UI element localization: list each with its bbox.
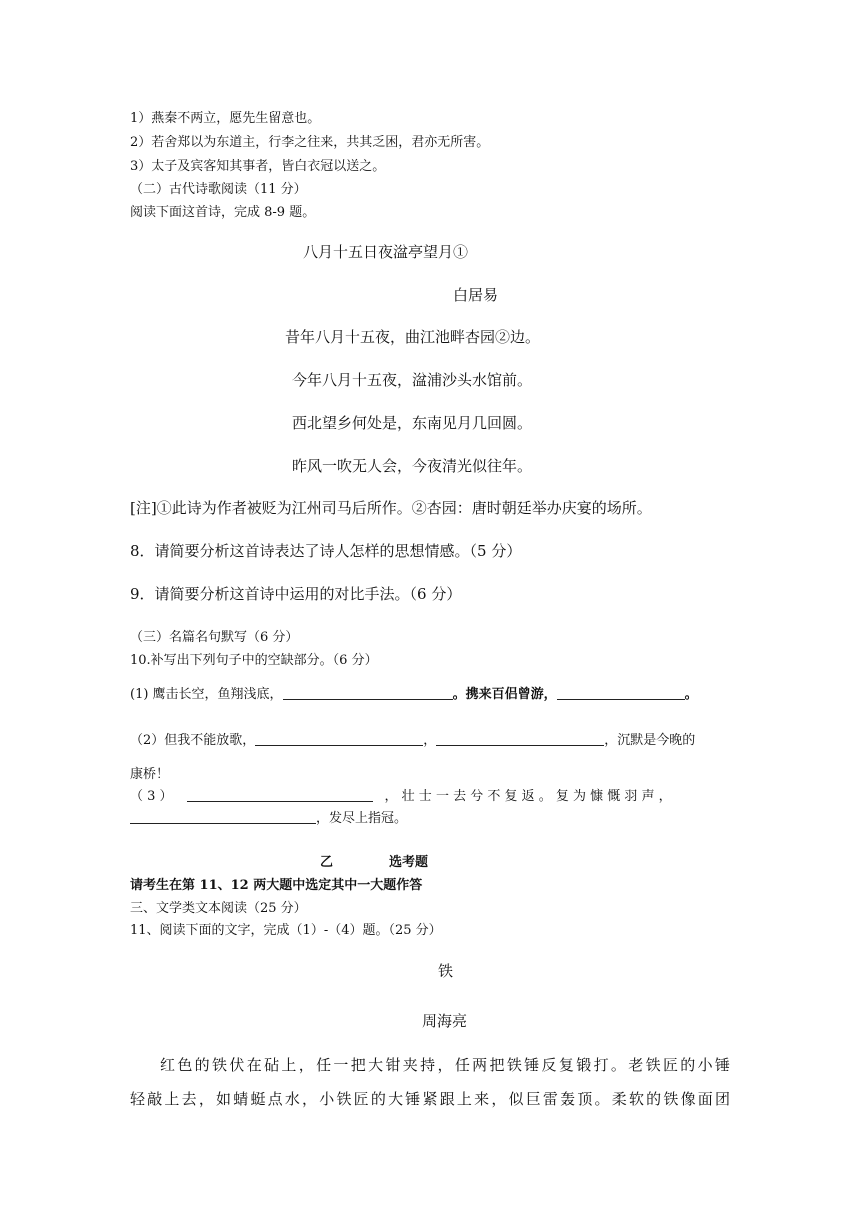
- item3-text-a: （ 3 ）: [130, 789, 173, 804]
- elective-instruction: 请考生在第 11、12 两大题中选定其中一大题作答: [130, 878, 423, 893]
- item3-text-b: ， 壮 士 一 去 兮 不 复 返 。 复 为 慷 慨 羽 声 ，: [384, 789, 672, 804]
- item2-text-b: ，: [423, 733, 437, 748]
- dictation-item-3-continued: [130, 807, 407, 826]
- sentence-3: 3）太子及宾客知其事者，皆白衣冠以送之。: [130, 159, 386, 174]
- answer-blank[interactable]: [557, 685, 685, 700]
- article-author: 周海亮: [422, 1012, 468, 1030]
- sentence-1: 1）燕秦不两立，愿先生留意也。: [130, 111, 321, 126]
- answer-blank[interactable]: [255, 731, 423, 746]
- poem-line-2: 今年八月十五夜，湓浦沙头水馆前。: [292, 371, 533, 389]
- dictation-heading: （三）名篇名句默写（6 分）: [130, 630, 299, 645]
- answer-blank[interactable]: [283, 685, 453, 700]
- item1-text-b: 。携来百侣曾游，: [452, 687, 557, 702]
- dictation-item-2-continued: 康桥！: [130, 767, 170, 782]
- poem-line-4: 昨风一吹无人会，今夜清光似往年。: [292, 457, 533, 475]
- elective-part: 乙: [320, 855, 334, 870]
- poem-title: 八月十五日夜湓亭望月①: [303, 243, 469, 261]
- poetry-heading: （二）古代诗歌阅读（11 分）: [130, 182, 307, 197]
- article-paragraph-line-1: 红色的铁伏在砧上，任一把大钳夹持，任两把铁锤反复锻打。老铁匠的小锤: [160, 1056, 730, 1074]
- answer-blank[interactable]: [187, 787, 373, 802]
- question-8: 8．请简要分析这首诗表达了诗人怎样的思想情感。（5 分）: [130, 542, 522, 560]
- dictation-item-1: [130, 683, 698, 702]
- section-3-heading: 三、文学类文本阅读（25 分）: [130, 901, 307, 916]
- item2-text-a: （2）但我不能放歌，: [130, 733, 256, 748]
- sentence-2: 2）若舍郑以为东道主，行李之往来，共其乏困，君亦无所害。: [130, 135, 490, 150]
- question-9: 9．请简要分析这首诗中运用的对比手法。（6 分）: [130, 585, 462, 603]
- dictation-item-2: [130, 729, 695, 748]
- article-title: 铁: [438, 962, 454, 980]
- poem-note: [注]①此诗为作者被贬为江州司马后所作。②杏园：唐时朝廷举办庆宴的场所。: [130, 499, 652, 517]
- question-11: 11、阅读下面的文字，完成（1）-（4）题。（25 分）: [130, 923, 442, 938]
- poem-line-3: 西北望乡何处是，东南见月几回圆。: [292, 414, 533, 432]
- answer-blank[interactable]: [130, 809, 316, 824]
- poetry-intro: 阅读下面这首诗，完成 8-9 题。: [130, 205, 316, 220]
- answer-blank[interactable]: [436, 731, 604, 746]
- item3-end: ，发尽上指冠。: [316, 811, 408, 826]
- article-paragraph-line-2: 轻敲上去，如蜻蜓点水，小铁匠的大锤紧跟上来，似巨雷轰顶。柔软的铁像面团: [130, 1090, 730, 1108]
- poem-line-1: 昔年八月十五夜，曲江池畔杏园②边。: [285, 328, 541, 346]
- elective-title: 选考题: [389, 855, 429, 870]
- question-10: 10.补写出下列句子中的空缺部分。（6 分）: [130, 653, 378, 668]
- item2-text-c: ，沉默是今晚的: [604, 733, 696, 748]
- item1-end: 。: [684, 687, 698, 702]
- item1-text-a: (1) 鹰击长空，鱼翔浅底，: [130, 687, 283, 702]
- dictation-item-3: [130, 785, 672, 804]
- poem-author: 白居易: [453, 286, 499, 304]
